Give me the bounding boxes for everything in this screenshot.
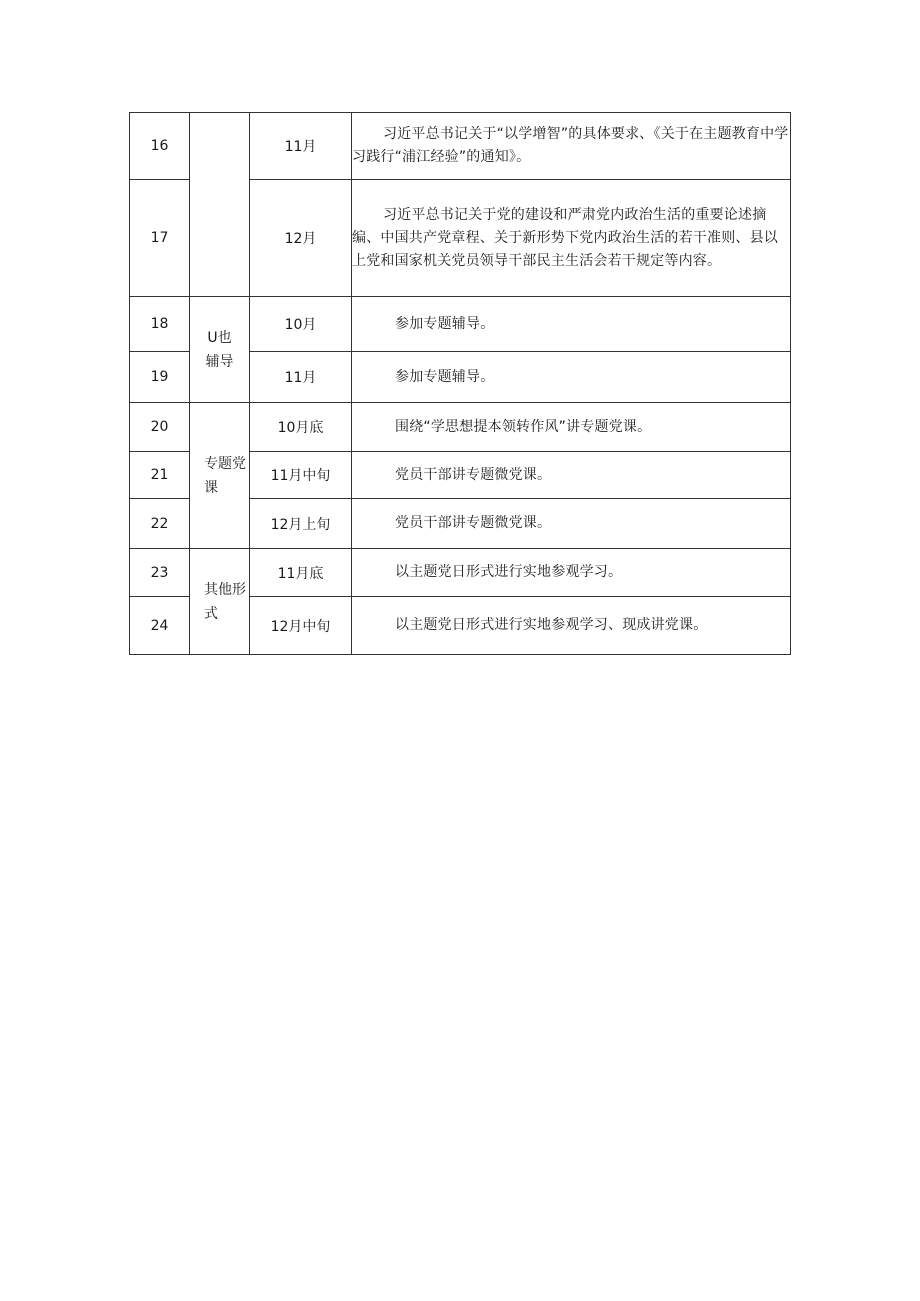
row-time: 11月 bbox=[250, 113, 352, 180]
row-time: 12月上旬 bbox=[250, 499, 352, 549]
row-content: 参加专题辅导。 bbox=[352, 352, 791, 403]
table-row bbox=[130, 549, 791, 597]
row-content: 习近平总书记关于党的建设和严肃党内政治生活的重要论述摘编、中国共产党章程、关于新形势下党内政治生活的若干准则、县以上党和国家机关党员领导干部民主生活会若干规定等内容。 bbox=[352, 180, 791, 297]
category-guidance-line2: 辅导 bbox=[205, 353, 234, 370]
category-other-line2: 式 bbox=[204, 605, 218, 622]
row-content: 党员干部讲专题微党课。 bbox=[352, 452, 791, 499]
table-row bbox=[130, 113, 791, 180]
row-time: 10月底 bbox=[250, 403, 352, 452]
row-number: 22 bbox=[130, 499, 190, 549]
row-number: 23 bbox=[130, 549, 190, 597]
category-other-line1: 其他形 bbox=[204, 581, 246, 598]
row-number: 20 bbox=[130, 403, 190, 452]
row-number: 24 bbox=[130, 597, 190, 655]
category-lecture-line2: 课 bbox=[204, 479, 218, 496]
row-number: 18 bbox=[130, 297, 190, 352]
row-content: 参加专题辅导。 bbox=[352, 297, 791, 352]
row-time: 10月 bbox=[250, 297, 352, 352]
row-number: 21 bbox=[130, 452, 190, 499]
category-guidance-line1: U也 bbox=[207, 329, 232, 346]
row-number: 19 bbox=[130, 352, 190, 403]
schedule-table bbox=[129, 112, 791, 655]
category-lecture bbox=[190, 403, 250, 549]
row-time: 12月 bbox=[250, 180, 352, 297]
category-study bbox=[190, 113, 250, 297]
row-number: 17 bbox=[130, 180, 190, 297]
category-lecture-line1: 专题党 bbox=[204, 455, 246, 472]
row-time: 11月 bbox=[250, 352, 352, 403]
category-guidance bbox=[190, 297, 250, 403]
row-number: 16 bbox=[130, 113, 190, 180]
row-content: 习近平总书记关于“以学增智”的具体要求、《关于在主题教育中学习践行“浦江经验”的通知》。 bbox=[352, 113, 791, 180]
row-time: 11月底 bbox=[250, 549, 352, 597]
row-content: 以主题党日形式进行实地参观学习。 bbox=[352, 549, 791, 597]
row-content: 以主题党日形式进行实地参观学习、现成讲党课。 bbox=[352, 597, 791, 655]
table-row bbox=[130, 403, 791, 452]
table-row bbox=[130, 297, 791, 352]
row-content: 党员干部讲专题微党课。 bbox=[352, 499, 791, 549]
row-content: 围绕“学思想提本领转作风”讲专题党课。 bbox=[352, 403, 791, 452]
category-other bbox=[190, 549, 250, 655]
row-time: 11月中旬 bbox=[250, 452, 352, 499]
row-time: 12月中旬 bbox=[250, 597, 352, 655]
